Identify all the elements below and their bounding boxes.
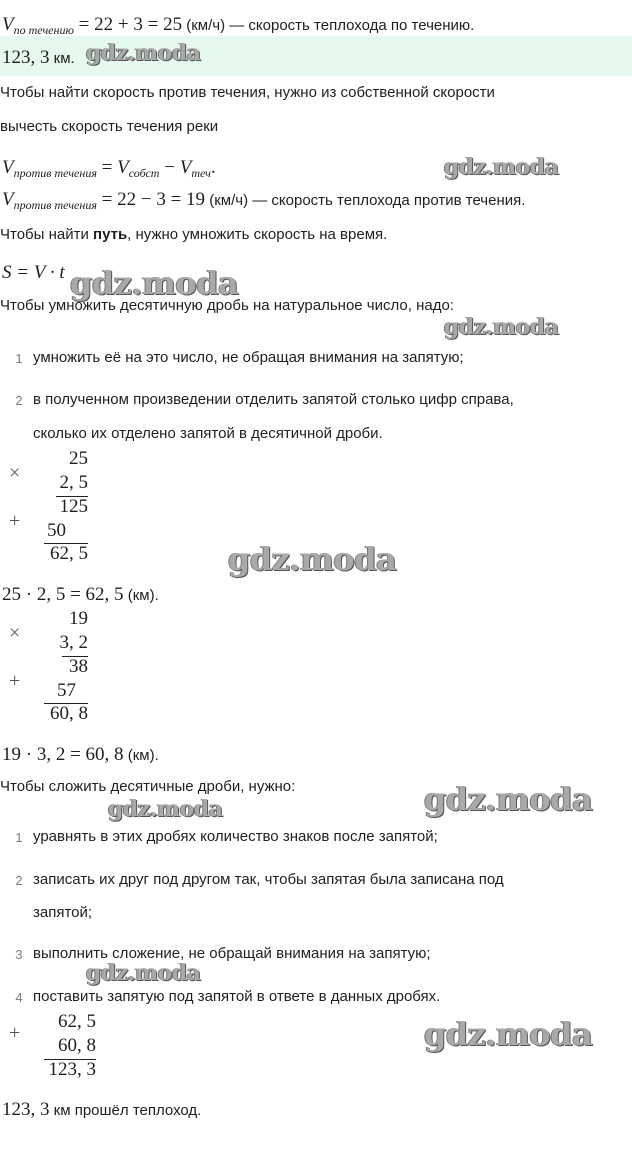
list-item: в полученном произведении отделить запятой столько цифр справа, <box>33 391 514 408</box>
list-number: 1 <box>15 351 23 366</box>
final-answer: 123, 3 км прошёл теплоход. <box>2 1099 202 1120</box>
watermark: gdz.moda <box>424 1015 593 1053</box>
downstream-speed-line: $V_{по течению} = 22 + 3 = 25$ (км/ч) — скорость теплохода по течению. <box>2 14 475 37</box>
factor-a: 19 <box>69 608 88 629</box>
add-intro: Чтобы сложить десятичные дроби, нужно: <box>0 778 296 795</box>
partial-1: 125 <box>59 496 88 517</box>
watermark: gdz.moda <box>228 540 397 578</box>
result-2: 19 · 3, 2 = 60, 8 (км). <box>2 744 159 765</box>
watermark: gdz.moda <box>444 314 559 340</box>
addend-b: 60, 8 <box>58 1035 96 1056</box>
watermark: gdz.moda <box>86 40 201 66</box>
plus-sign: + <box>9 510 21 532</box>
multiply-intro: Чтобы умножить десятичную дробь на натуральное число, надо: <box>0 297 454 314</box>
upstream-speed-line: $V_{против течения} = 22 - 3 = 19$ (км/ч) — скорость теплохода против течения. <box>2 189 526 212</box>
list-item: выполнить сложение, не обращай внимания на запятую; <box>33 945 431 962</box>
list-item: умножить её на это число, не обращая внимания на запятую; <box>33 349 464 366</box>
list-item-continuation: сколько их отделено запятой в десятичной дроби. <box>33 425 383 442</box>
plus-sign: + <box>9 1022 21 1044</box>
times-sign: × <box>9 462 21 484</box>
factor-a: 25 <box>69 448 88 469</box>
list-item: записать их друг под другом так, чтобы запятая была записана под <box>33 871 504 888</box>
watermark: gdz.moda <box>86 960 201 986</box>
paragraph-against-2: вычесть скорость течения реки <box>0 118 219 135</box>
factor-b: 3, 2 <box>59 632 88 653</box>
list-number: 2 <box>15 873 23 888</box>
list-number: 2 <box>15 393 23 408</box>
watermark: gdz.moda <box>424 780 593 818</box>
path-paragraph: Чтобы найти путь, нужно умножить скорость на время. <box>0 226 388 243</box>
answer-text: 123, 3 км. <box>2 47 75 68</box>
list-item: уравнять в этих дробях количество знаков после запятой; <box>33 828 438 845</box>
list-item-continuation: запятой; <box>33 904 93 921</box>
product: 62, 5 <box>50 543 88 564</box>
list-item: поставить запятую под запятой в ответе в данных дробях. <box>33 988 441 1005</box>
formula-against: $V_{против течения} = V_{собст} - V_{теч}$. <box>2 157 216 180</box>
plus-sign: + <box>9 670 21 692</box>
sum: 123, 3 <box>48 1059 96 1080</box>
partial-1: 38 <box>69 656 88 677</box>
list-number: 3 <box>15 947 23 962</box>
watermark: gdz.moda <box>70 264 239 302</box>
partial-2: 50 <box>47 520 66 541</box>
formula-s: S = V · t <box>2 262 65 283</box>
result-1: 25 · 2, 5 = 62, 5 (км). <box>2 584 159 605</box>
list-number: 1 <box>15 830 23 845</box>
times-sign: × <box>9 622 21 644</box>
addend-a: 62, 5 <box>58 1011 96 1032</box>
list-number: 4 <box>15 990 23 1005</box>
partial-2: 57 <box>57 680 76 701</box>
product: 60, 8 <box>50 703 88 724</box>
factor-b: 2, 5 <box>59 472 88 493</box>
watermark: gdz.moda <box>108 796 223 822</box>
paragraph-against-1: Чтобы найти скорость против течения, нужно из собственной скорости <box>0 84 495 101</box>
watermark: gdz.moda <box>444 154 559 180</box>
